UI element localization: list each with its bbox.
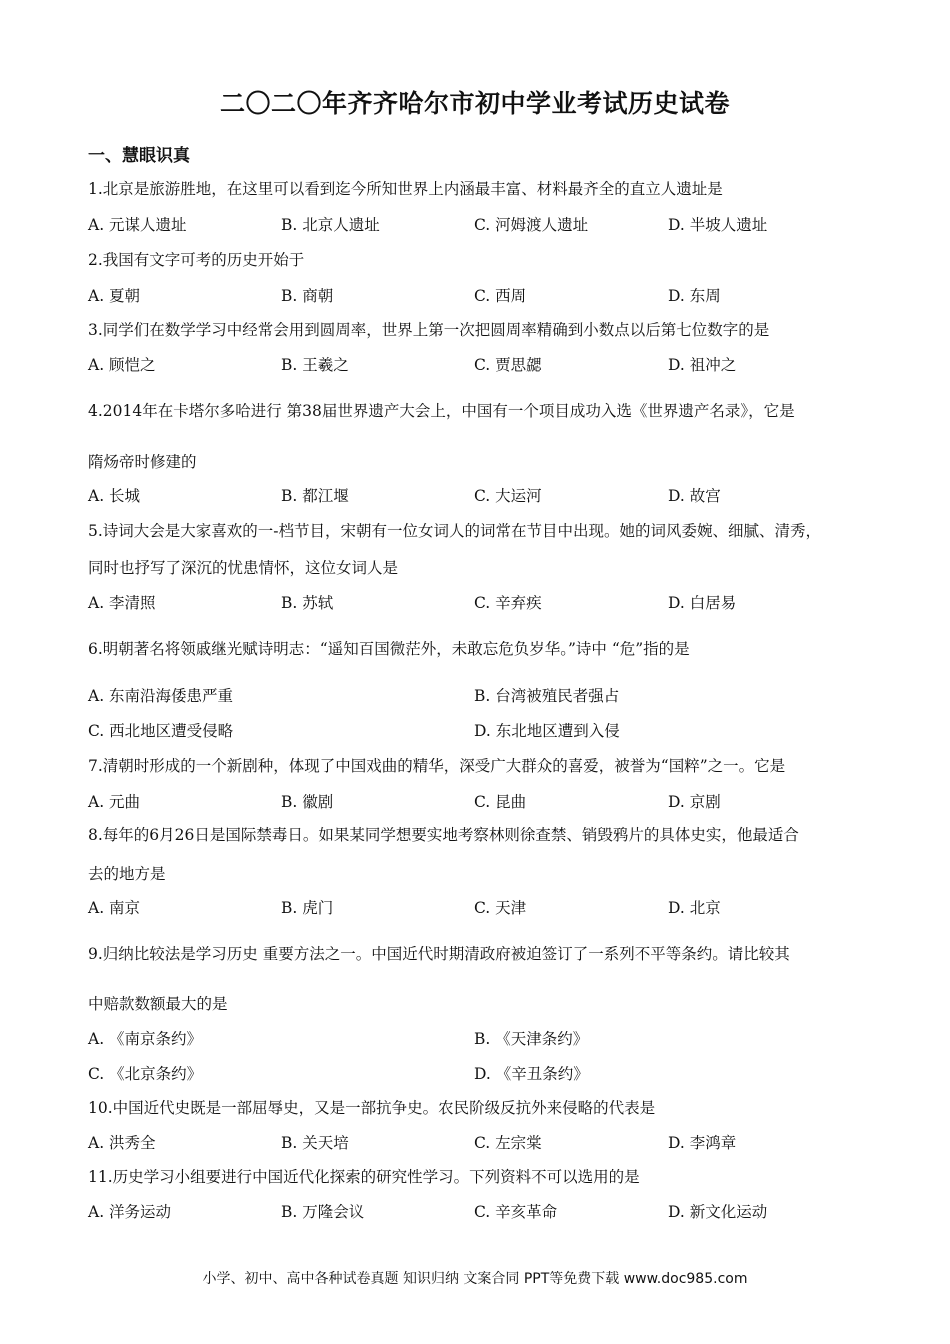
q1-option-b: B. 北京人遗址: [281, 216, 380, 234]
q5-option-d: D. 白居易: [668, 594, 737, 612]
q5-option-b: B. 苏轼: [281, 594, 334, 612]
q6-option-b: B. 台湾被殖民者强占: [474, 687, 620, 705]
question-3-text: 3.同学们在数学学习中经常会用到圆周率，世界上第一次把圆周率精确到小数点以后第七位数字的是: [88, 321, 770, 339]
q7-option-b: B. 徽剧: [281, 793, 334, 811]
question-7-text: 7.清朝时形成的一个新剧种，体现了中国戏曲的精华，深受广大群众的喜爱，被誉为“国粹”之一。它是: [88, 757, 786, 775]
question-2-text: 2.我国有文字可考的历史开始于: [88, 251, 305, 269]
q6-option-a: A. 东南沿海倭患严重: [88, 687, 234, 705]
question-8-text: 8.每年的6月26日是国际禁毒日。如果某同学想要实地考察林则徐查禁、销毁鸦片的具体史实，他最适合: [88, 826, 799, 844]
q7-option-d: D. 京剧: [668, 793, 721, 811]
q3-option-d: D. 祖冲之: [668, 356, 737, 374]
q5-option-a: A. 李清照: [88, 594, 156, 612]
q2-option-b: B. 商朝: [281, 287, 334, 305]
q9-option-b: B. 《天津条约》: [474, 1030, 589, 1048]
q11-option-b: B. 万隆会议: [281, 1203, 365, 1221]
q11-option-d: D. 新文化运动: [668, 1203, 768, 1221]
question-9-text-cont: 中赔款数额最大的是: [88, 995, 228, 1013]
page-footer: 小学、初中、高中各种试卷真题 知识归纳 文案合同 PPT等免费下载 www.doc985.com: [202, 1271, 748, 1287]
q4-option-d: D. 故宫: [668, 487, 721, 505]
question-5-text-cont: 同时也抒写了深沉的忧患情怀，这位女词人是: [88, 559, 399, 577]
question-4-text-cont: 隋炀帝时修建的: [88, 453, 197, 471]
q8-option-b: B. 虎门: [281, 899, 334, 917]
q9-option-a: A. 《南京条约》: [88, 1030, 203, 1048]
q3-option-b: B. 王羲之: [281, 356, 349, 374]
question-9-text: 9.归纳比较法是学习历史 重要方法之一。中国近代时期清政府被迫签订了一系列不平等条约。请比较其: [88, 945, 790, 963]
question-4-text: 4.2014年在卡塔尔多哈进行 第38届世界遗产大会上，中国有一个项目成功入选《世界遗产名录》，它是: [88, 402, 795, 420]
question-11-text: 11.历史学习小组要进行中国近代化探索的研究性学习。下列资料不可以选用的是: [88, 1168, 640, 1186]
q4-option-b: B. 都江堰: [281, 487, 349, 505]
q10-option-b: B. 关天培: [281, 1134, 349, 1152]
q2-option-c: C. 西周: [474, 287, 527, 305]
question-8-text-cont: 去的地方是: [88, 865, 166, 883]
q10-option-c: C. 左宗棠: [474, 1134, 542, 1152]
q8-option-a: A. 南京: [88, 899, 141, 917]
q6-option-c: C. 西北地区遭受侵略: [88, 722, 234, 740]
section-heading: 一、慧眼识真: [88, 146, 190, 166]
q7-option-a: A. 元曲: [88, 793, 141, 811]
q11-option-a: A. 洋务运动: [88, 1203, 172, 1221]
q2-option-d: D. 东周: [668, 287, 721, 305]
question-1-text: 1.北京是旅游胜地，在这里可以看到迄今所知世界上内涵最丰富、材料最齐全的直立人遗址是: [88, 180, 723, 198]
q7-option-c: C. 昆曲: [474, 793, 527, 811]
question-5-text: 5.诗词大会是大家喜欢的一-档节目，宋朝有一位女词人的词常在节目中出现。她的词风委婉、细腻、清秀，: [88, 522, 822, 540]
q10-option-d: D. 李鸿章: [668, 1134, 737, 1152]
q4-option-c: C. 大运河: [474, 487, 542, 505]
q10-option-a: A. 洪秀全: [88, 1134, 156, 1152]
q6-option-d: D. 东北地区遭到入侵: [474, 722, 620, 740]
question-10-text: 10.中国近代史既是一部屈辱史，又是一部抗争史。农民阶级反抗外来侵略的代表是: [88, 1099, 656, 1117]
q1-option-a: A. 元谋人遗址: [88, 216, 187, 234]
q1-option-d: D. 半坡人遗址: [668, 216, 768, 234]
q9-option-c: C. 《北京条约》: [88, 1065, 203, 1083]
q11-option-c: C. 辛亥革命: [474, 1203, 558, 1221]
q3-option-a: A. 顾恺之: [88, 356, 156, 374]
q8-option-c: C. 天津: [474, 899, 527, 917]
q8-option-d: D. 北京: [668, 899, 721, 917]
q2-option-a: A. 夏朝: [88, 287, 141, 305]
exam-title: 二〇二〇年齐齐哈尔市初中学业考试历史试卷: [219, 89, 730, 118]
q1-option-c: C. 河姆渡人遗址: [474, 216, 589, 234]
question-6-text: 6.明朝著名将领戚继光赋诗明志：“遥知百国微茫外，未敢忘危负岁华。”诗中 “危”指的是: [88, 640, 690, 658]
q5-option-c: C. 辛弃疾: [474, 594, 542, 612]
q9-option-d: D. 《辛丑条约》: [474, 1065, 589, 1083]
q4-option-a: A. 长城: [88, 487, 141, 505]
q3-option-c: C. 贾思勰: [474, 356, 542, 374]
